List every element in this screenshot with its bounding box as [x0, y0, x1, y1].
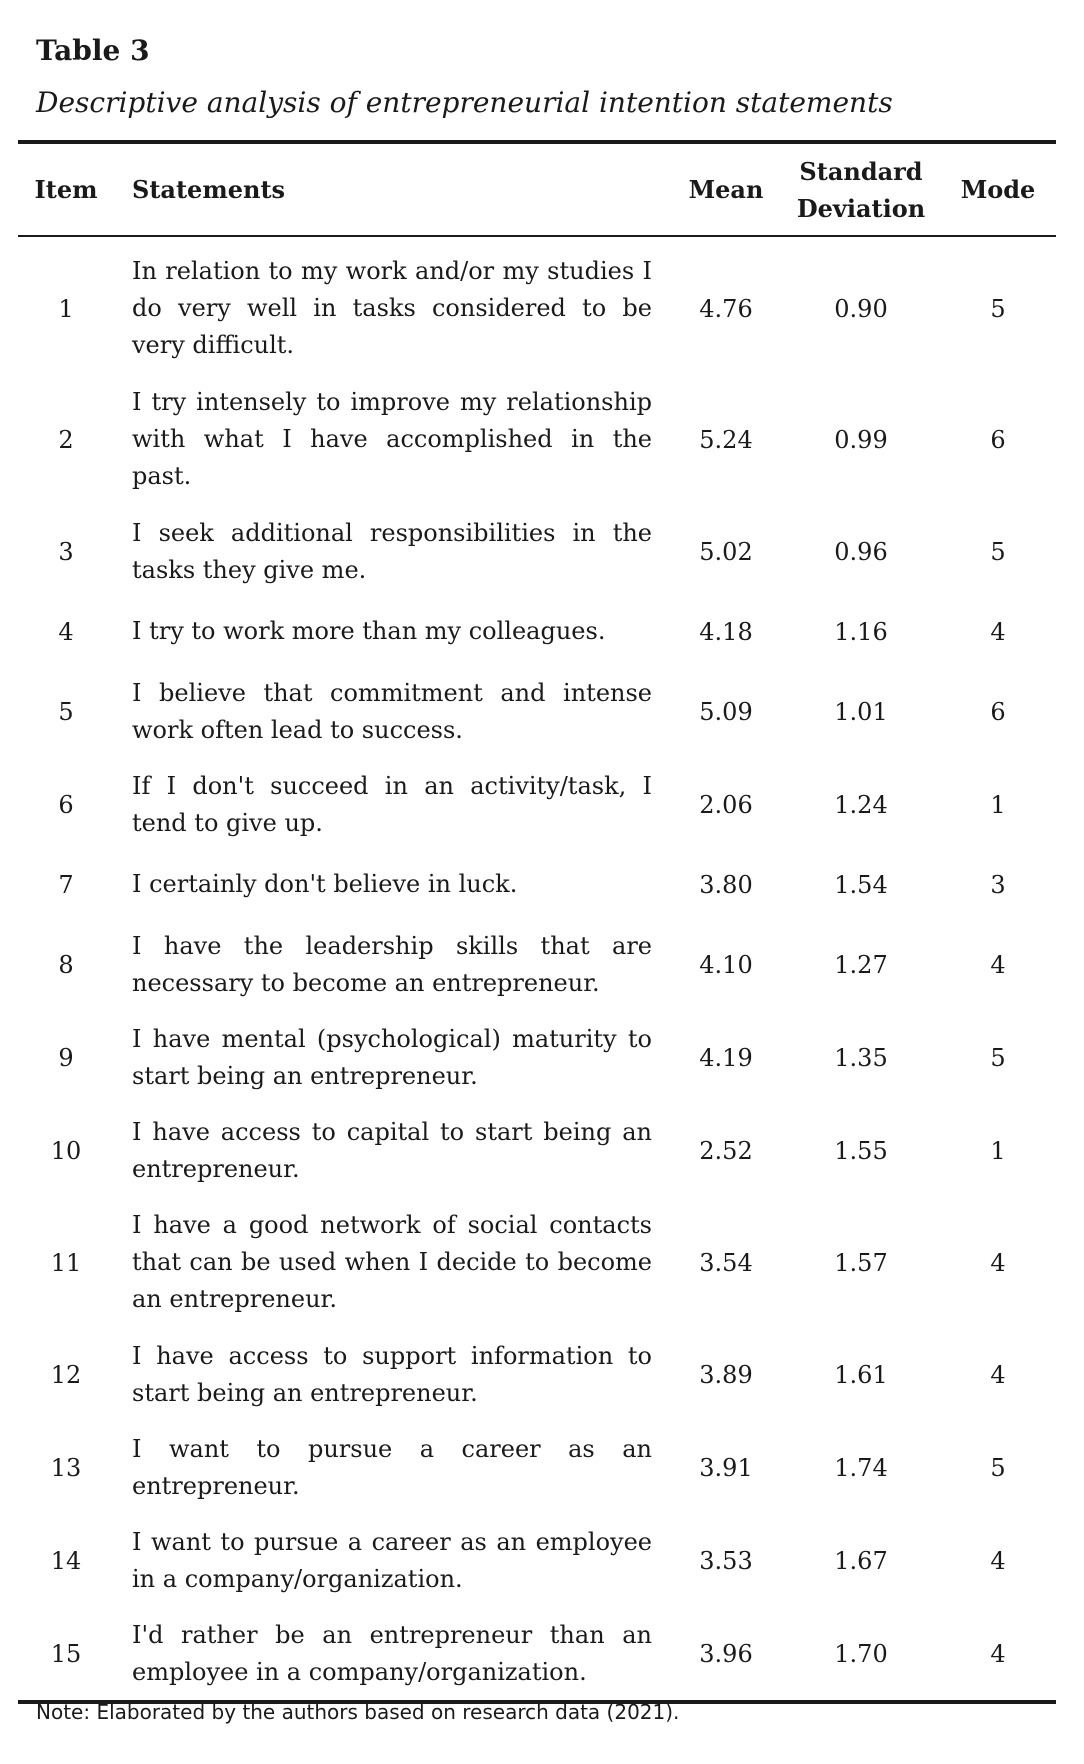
cell-mode: 5: [990, 537, 1006, 566]
header-statements: Statements: [132, 175, 286, 204]
cell-statement: I seek additional responsibilities in the tasks they give me.: [132, 518, 652, 584]
cell-sd: 0.90: [834, 294, 888, 323]
cell-mean: 2.52: [699, 1136, 753, 1165]
cell-sd: 1.70: [834, 1639, 888, 1668]
cell-mean: 3.80: [699, 870, 753, 899]
table-row: [18, 758, 1056, 851]
cell-sd: 1.74: [834, 1453, 888, 1482]
cell-statement: I have access to support information to start being an entrepreneur.: [132, 1341, 652, 1407]
header-mean: Mean: [688, 175, 764, 204]
cell-item: 4: [58, 617, 74, 646]
cell-mode: 5: [990, 294, 1006, 323]
cell-mean: 4.10: [699, 950, 753, 979]
cell-item: 3: [58, 537, 74, 566]
cell-statement: I certainly don't believe in luck.: [132, 870, 518, 898]
cell-mean: 5.02: [699, 537, 753, 566]
cell-mean: 3.91: [699, 1453, 753, 1482]
header-sd-line2: Deviation: [796, 193, 926, 223]
cell-sd: 1.01: [834, 697, 888, 726]
cell-mode: 1: [990, 790, 1006, 819]
cell-mean: 3.53: [699, 1546, 753, 1575]
cell-mean: 3.54: [699, 1248, 753, 1277]
cell-statement: In relation to my work and/or my studies I do very well in tasks considered to be very difficult.: [132, 257, 652, 359]
cell-item: 8: [58, 950, 74, 979]
cell-sd: 1.35: [834, 1043, 888, 1072]
cell-sd: 1.24: [834, 790, 888, 819]
cell-statement: I have a good network of social contacts that can be used when I decide to become an entrepreneur.: [132, 1211, 652, 1313]
table-row: [18, 1421, 1056, 1514]
cell-statement: I want to pursue a career as an entrepreneur.: [132, 1434, 652, 1500]
cell-statement: I want to pursue a career as an employee in a company/organization.: [132, 1527, 652, 1593]
table-row: [18, 1514, 1056, 1607]
cell-item: 14: [50, 1546, 82, 1575]
cell-statement: If I don't succeed in an activity/task, I tend to give up.: [132, 771, 652, 837]
table-row: [18, 505, 1056, 598]
cell-item: 10: [50, 1136, 82, 1165]
cell-item: 15: [50, 1639, 82, 1668]
cell-mode: 4: [990, 1639, 1006, 1668]
cell-item: 7: [58, 870, 74, 899]
table-note: Note: Elaborated by the authors based on research data (2021).: [36, 1700, 680, 1724]
cell-item: 6: [58, 790, 74, 819]
cell-sd: 1.27: [834, 950, 888, 979]
cell-item: 5: [58, 697, 74, 726]
cell-item: 1: [58, 294, 74, 323]
table-row: [18, 1011, 1056, 1104]
cell-statement: I believe that commitment and intense work often lead to success.: [132, 678, 652, 744]
cell-statement: I'd rather be an entrepreneur than an employee in a company/organization.: [132, 1620, 652, 1686]
table-row: [18, 598, 1056, 665]
table-row: [18, 1104, 1056, 1197]
cell-sd: 1.54: [834, 870, 888, 899]
cell-item: 12: [50, 1360, 82, 1389]
cell-mode: 6: [990, 697, 1006, 726]
cell-sd: 1.16: [834, 617, 888, 646]
cell-mode: 4: [990, 617, 1006, 646]
table-row: [18, 1328, 1056, 1421]
cell-mean: 3.89: [699, 1360, 753, 1389]
cell-mode: 5: [990, 1453, 1006, 1482]
cell-mean: 4.18: [699, 617, 753, 646]
header-item: Item: [34, 175, 98, 204]
cell-statement: I try to work more than my colleagues.: [132, 617, 606, 645]
cell-mode: 3: [990, 870, 1006, 899]
cell-mean: 3.96: [699, 1639, 753, 1668]
table-caption: Descriptive analysis of entrepreneurial intention statements: [36, 86, 893, 119]
cell-mode: 5: [990, 1043, 1006, 1072]
cell-mode: 1: [990, 1136, 1006, 1165]
cell-mean: 2.06: [699, 790, 753, 819]
statements-table: [18, 140, 1056, 1704]
table-row: [18, 665, 1056, 758]
cell-mean: 5.09: [699, 697, 753, 726]
header-sd-line1: Standard: [799, 156, 923, 186]
cell-mean: 5.24: [699, 425, 753, 454]
cell-item: 11: [50, 1248, 82, 1277]
cell-item: 9: [58, 1043, 74, 1072]
cell-mode: 4: [990, 1546, 1006, 1575]
cell-mode: 6: [990, 425, 1006, 454]
cell-mode: 4: [990, 1360, 1006, 1389]
table-row: [18, 1197, 1056, 1328]
cell-sd: 0.96: [834, 537, 888, 566]
cell-statement: I have mental (psychological) maturity to start being an entrepreneur.: [132, 1024, 652, 1090]
table-header-row: [18, 142, 1056, 236]
table-row: [18, 374, 1056, 505]
cell-mean: 4.19: [699, 1043, 753, 1072]
cell-sd: 0.99: [834, 425, 888, 454]
cell-mode: 4: [990, 1248, 1006, 1277]
cell-item: 13: [50, 1453, 82, 1482]
header-standard-deviation: [782, 142, 940, 236]
cell-sd: 1.61: [834, 1360, 888, 1389]
cell-item: 2: [58, 425, 74, 454]
header-mode: Mode: [960, 175, 1036, 204]
cell-mean: 4.76: [699, 294, 753, 323]
table-row: [18, 236, 1056, 374]
cell-statement: I try intensely to improve my relationship with what I have accomplished in the past.: [132, 388, 652, 490]
cell-statement: I have access to capital to start being an entrepreneur.: [132, 1117, 652, 1183]
cell-sd: 1.55: [834, 1136, 888, 1165]
table-label: Table 3: [36, 34, 150, 67]
cell-statement: I have the leadership skills that are necessary to become an entrepreneur.: [132, 931, 652, 997]
table-row: [18, 1607, 1056, 1702]
cell-mode: 4: [990, 950, 1006, 979]
cell-sd: 1.67: [834, 1546, 888, 1575]
table-row: [18, 918, 1056, 1011]
cell-sd: 1.57: [834, 1248, 888, 1277]
table-row: [18, 851, 1056, 918]
